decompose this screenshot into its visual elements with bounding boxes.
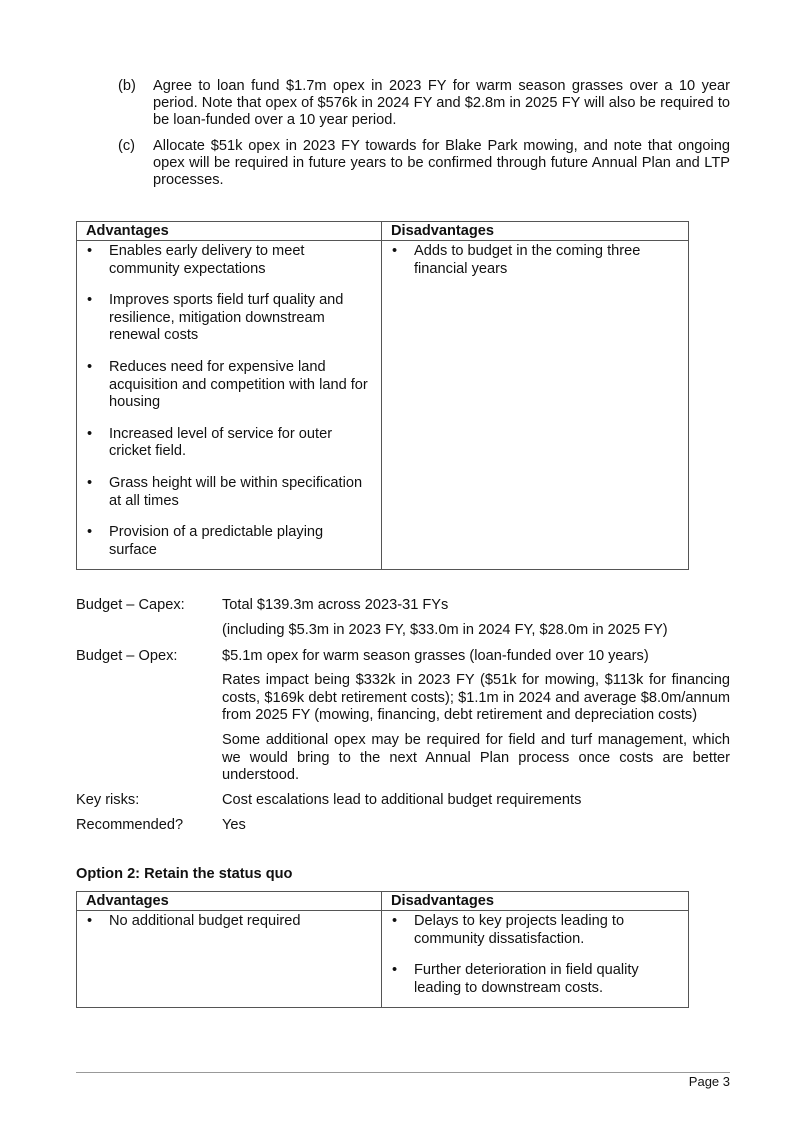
advantage-item: • Increased level of service for outer cricket field. (85, 426, 373, 461)
advantage-item: • No additional budget required (85, 913, 373, 931)
advantage-item: • Reduces need for expensive land acquisition and competition with land for housing (85, 359, 373, 412)
recommended-value: Yes (222, 817, 246, 833)
budget-capex-total: Total $139.3m across 2023-31 FYs (222, 597, 449, 613)
list-text: Agree to loan fund $1.7m opex in 2023 FY for warm season grasses over a 10 year period. Note that opex of $576k in 2024 FY and $2.8m in 2025 FY will also be required to be loan-funded over a 10 year period. (153, 78, 730, 128)
budget-opex-summary: $5.1m opex for warm season grasses (loan-funded over 10 years) (222, 648, 649, 664)
option2-table (76, 891, 689, 1008)
option1-table (76, 221, 689, 570)
advantage-item: • Grass height will be within specification at all times (85, 475, 373, 510)
disadvantage-item: • Delays to key projects leading to community dissatisfaction. (390, 913, 680, 948)
advantage-item: • Enables early delivery to meet community expectations (85, 243, 373, 278)
budget-opex-label: Budget – Opex: (76, 648, 178, 664)
list-letter: (c) (118, 138, 136, 154)
key-risks-label: Key risks: (76, 792, 140, 808)
disadvantages-cell (382, 241, 689, 570)
list-item-b (118, 78, 730, 129)
recommended-label: Recommended? (76, 817, 184, 833)
footer-divider (76, 1072, 730, 1073)
budget-additional-opex: Some additional opex may be required for field and turf management, which we would bring to the next Annual Plan process once costs are better understood. (222, 732, 730, 784)
key-risks-value: Cost escalations lead to additional budget requirements (222, 792, 582, 808)
disadvantage-item: • Adds to budget in the coming three financial years (390, 243, 680, 278)
advantages-cell (77, 911, 382, 1008)
list-text: Allocate $51k opex in 2023 FY towards for Blake Park mowing, and note that ongoing opex will be required in future years to be confirmed through future Annual Plan and LTP processes. (153, 138, 730, 188)
budget-capex-detail: (including $5.3m in 2023 FY, $33.0m in 2024 FY, $28.0m in 2025 FY) (222, 622, 668, 638)
advantages-header: Advantages (77, 222, 382, 241)
advantage-item: • Improves sports field turf quality and resilience, mitigation downstream renewal costs (85, 292, 373, 345)
list-letter: (b) (118, 78, 136, 94)
budget-capex-label: Budget – Capex: (76, 597, 185, 613)
page-number: Page 3 (688, 1074, 730, 1089)
advantages-header: Advantages (77, 892, 382, 911)
budget-rates-impact: Rates impact being $332k in 2023 FY ($51k for mowing, $113k for financing costs, $169k debt retirement costs); $1.1m in 2024 and average $8.0m/annum from 2025 FY (mowing, financing, debt retirement and depreciation costs) (222, 672, 730, 724)
advantage-item: • Provision of a predictable playing surface (85, 524, 373, 559)
disadvantages-cell (382, 911, 689, 1008)
list-item-c (118, 138, 730, 189)
advantages-cell (77, 241, 382, 570)
disadvantage-item: • Further deterioration in field quality leading to downstream costs. (390, 962, 680, 997)
disadvantages-header: Disadvantages (382, 892, 689, 911)
option2-heading: Option 2: Retain the status quo (76, 866, 293, 882)
disadvantages-header: Disadvantages (382, 222, 689, 241)
